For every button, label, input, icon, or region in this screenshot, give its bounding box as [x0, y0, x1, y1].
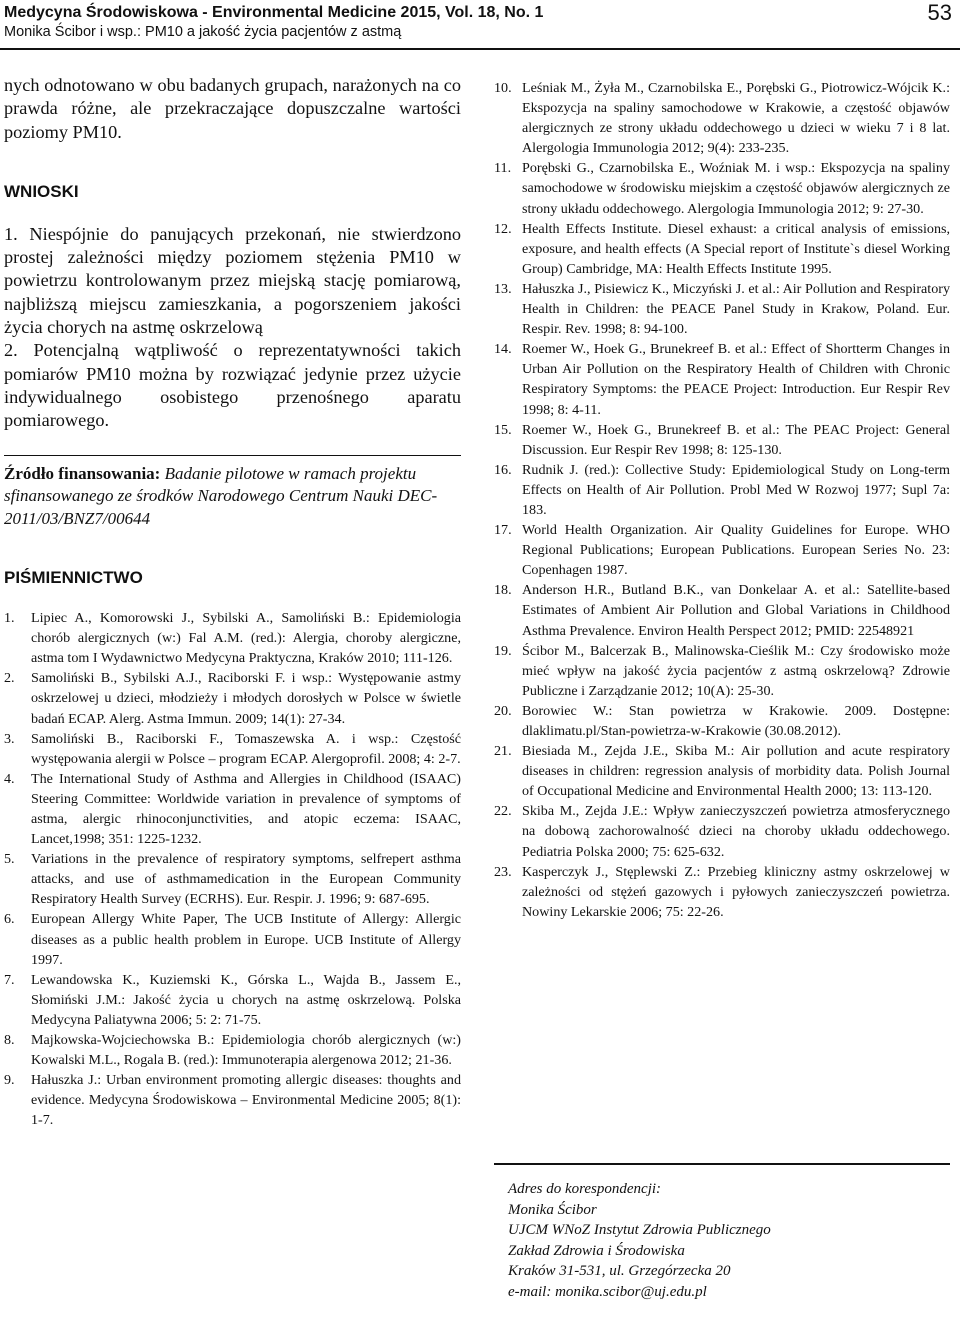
reference-item — [494, 420, 950, 460]
reference-text: Skiba M., Zejda J.E.: Wpływ zanieczyszczeń powietrza atmosferycznego na dobową zachorowalność dzieci na choroby układu oddechowego. Pediatria Polska 2000; 75: 625-632. — [522, 803, 950, 860]
reference-item — [4, 608, 461, 668]
reference-item — [4, 769, 461, 849]
reference-number: 8. — [4, 1032, 15, 1049]
reference-item — [494, 520, 950, 580]
reference-number: 20. — [494, 702, 512, 719]
reference-item — [4, 909, 461, 969]
reference-item — [494, 78, 950, 158]
correspondence-address — [508, 1179, 771, 1302]
reference-item — [4, 668, 461, 728]
reference-number: 10. — [494, 80, 512, 96]
reference-item — [494, 701, 950, 741]
reference-number: 5. — [4, 851, 15, 868]
reference-number: 21. — [494, 743, 512, 760]
reference-number: 3. — [4, 730, 15, 747]
reference-item — [4, 970, 461, 1030]
page-header — [0, 0, 960, 50]
reference-text: Samoliński B., Sybilski A.J., Raciborski F. i wsp.: Występowanie astmy oskrzelowej u dzieci, młodzieży i młodych dorosłych w Polsce w świetle badań ECAP. Alerg. Astma Immun. 2009; 14(1): 27-34. — [31, 670, 461, 727]
reference-text: European Allergy White Paper, The UCB Institute of Allergy: Allergic diseases as a public health problem in Europe. UCB Institute of Allergy 1997. — [31, 911, 461, 968]
reference-item — [494, 862, 950, 922]
reference-item — [494, 460, 950, 520]
reference-text: Biesiada M., Zejda J.E., Skiba M.: Air pollution and acute respiratory diseases in children: regression analysis of morbidity data. Polish Journal of Occupational Medicine and Environmental Health 2000; 13: 113-120. — [522, 743, 950, 800]
reference-item — [4, 1070, 461, 1130]
reference-text: Roemer W., Hoek G., Brunekreef B. et al.: Effect of Shortterm Changes in Urban Air Pollution on the Respiratory Health of Children with Chronic Respiratory Symptoms: the PEACE Project: Introduction. Eur Respir Rev 1998; 8: 4-11. — [522, 341, 950, 418]
reference-item — [494, 158, 950, 218]
conclusion-2: 2. Potencjalną wątpliwość o reprezentatywności takich pomiarów PM10 można by rozwiązać jedynie przez użycie indywidualnego osobistego przenośnego aparatu pomiarowego. — [4, 340, 461, 431]
intro-paragraph: nych odnotowano w obu badanych grupach, narażonych na co prawda różne, ale przekraczające dopuszczalne wartości poziomy PM10. — [4, 75, 461, 142]
reference-number: 7. — [4, 971, 15, 988]
reference-text: The International Study of Asthma and Allergies in Childhood (ISAAC) Steering Committee: Worldwide variation in prevalence of symptoms of astma, alergic rhinoconjunctivities, and atopic eczema: ISAAC, Lancet,1998; 351: 1225-1232. — [31, 770, 461, 848]
references-heading: PIŚMIENNICTWO — [4, 568, 143, 588]
reference-item — [4, 729, 461, 769]
right-column — [494, 78, 950, 922]
running-head: Monika Ścibor i wsp.: PM10 a jakość życia pacjentów z astmą — [4, 24, 402, 40]
references-list-right — [494, 78, 950, 922]
reference-number: 15. — [494, 421, 512, 438]
reference-number: 14. — [494, 341, 512, 358]
reference-text: Anderson H.R., Butland B.K., van Donkelaar A. et al.: Satellite-based Estimates of Ambient Air Pollution and Global Variations in Childhood Asthma Prevalence. Environ Health Perspect 2012; PMID: 22548921 — [522, 582, 950, 639]
reference-text: Lipiec A., Komorowski J., Sybilski A., Samoliński B.: Epidemiologia chorób alergicznych (w:) Fal A.M. (red.): Alergia, choroby alergiczne, astma tom I Wydawnictwo Medycyna Praktyczna, Kraków 2010; 111-126. — [31, 610, 461, 667]
reference-number: 18. — [494, 582, 512, 599]
reference-number: 22. — [494, 803, 512, 820]
reference-number: 19. — [494, 642, 512, 659]
reference-item — [494, 580, 950, 640]
reference-text: Lewandowska K., Kuziemski K., Górska L., Wajda B., Jassem E., Słomiński J.M.: Jakość życia u chorych na astmę oskrzelową. Polska Medycyna Paliatywna 2006; 5: 2: 71-75. — [31, 971, 461, 1028]
correspondence-email: e-mail: monika.scibor@uj.edu.pl — [508, 1283, 707, 1300]
reference-text: Rudnik J. (red.): Collective Study: Epidemiological Study on Long-term Effects on Health of Air Pollution. Probl Med W Rozwoj 1977; Supl 7a: 183. — [522, 461, 950, 518]
header-rule — [0, 48, 960, 50]
reference-number: 16. — [494, 461, 512, 478]
page-number: 53 — [927, 0, 952, 25]
reference-item — [494, 279, 950, 339]
reference-number: 1. — [4, 610, 15, 627]
references-list-left — [4, 608, 461, 1130]
reference-item — [494, 641, 950, 701]
reference-item — [494, 801, 950, 861]
reference-text: Kasperczyk J., Stęplewski Z.: Przebieg kliniczny astmy oskrzelowej w zależności od stężeń gazowych i pyłowych zanieczyszczeń powietrza. Nowiny Lekarskie 2006; 75: 22-26. — [522, 863, 950, 920]
reference-text: Hałuszka J.: Urban environment promoting allergic diseases: thoughts and evidence. Medycyna Środowiskowa – Environmental Medicine 2005; 8(1): 1-7. — [31, 1072, 461, 1129]
reference-text: Hałuszka J., Pisiewicz K., Miczyński J. et al.: Air Pollution and Respiratory Health in Children: the PEACE Panel Study in Krakow, Poland. Eur. Respir. Rev. 1998; 8: 94-100. — [522, 280, 950, 338]
reference-number: 4. — [4, 770, 15, 787]
correspondence-name: Monika Ścibor — [508, 1201, 597, 1218]
conclusion-1: 1. Niespójnie do panujących przekonań, nie stwierdzono prostej zależności między poziomem stężenia PM10 w powietrzu kontrolowanym przez miejską stację pomiarową, najbliższą miejscu zamieszkania, a pogorszeniem jakości życia chorych na astmę oskrzelową — [4, 223, 461, 338]
funding-note — [4, 463, 461, 531]
reference-number: 9. — [4, 1072, 15, 1089]
reference-item — [4, 1030, 461, 1070]
conclusions-heading: WNIOSKI — [4, 181, 79, 201]
reference-text: Roemer W., Hoek G., Brunekreef B. et al.: The PEAC Project: General Discussion. Eur Respir Rev 1998; 8: 125-130. — [522, 421, 950, 458]
reference-number: 23. — [494, 863, 512, 880]
reference-number: 2. — [4, 670, 15, 687]
correspondence-street: Kraków 31-531, ul. Grzegórzecka 20 — [508, 1263, 731, 1279]
correspondence-label: Adres do korespondencji: — [508, 1181, 662, 1197]
journal-title: Medycyna Środowiskowa - Environmental Medicine 2015, Vol. 18, No. 1 — [4, 4, 544, 21]
reference-item — [494, 219, 950, 279]
correspondence-department: Zakład Zdrowia i Środowiska — [508, 1242, 685, 1259]
reference-text: World Health Organization. Air Quality Guidelines for Europe. WHO Regional Publications; European Publications. European Series No. 23: Copenhagen 1987. — [522, 522, 950, 579]
reference-number: 6. — [4, 911, 15, 928]
reference-text: Majkowska-Wojciechowska B.: Epidemiologia chorób alergicznych (w:) Kowalski M.L., Rogala B. (red.): Immunoterapia alergenowa 2012; 21-36. — [31, 1032, 461, 1069]
reference-number: 11. — [494, 160, 512, 177]
funding-label: Źródło finansowania: — [4, 463, 161, 483]
reference-text: Variations in the prevalence of respiratory symptoms, selfrepert asthma attacks, and use of asthmamedication in the European Community Respiratory Health Survey (ECRHS). Eur. Respir. J. 1996; 9: 687-695. — [31, 851, 461, 908]
reference-text: Porębski G., Czarnobilska E., Woźniak M. i wsp.: Ekspozycja na spaliny samochodowe w środowisku miejskim a częstość objawów alergicznych ze strony układu oddechowego. Alergologia Immunologia 2012; 9: 27-30. — [522, 160, 950, 217]
reference-item — [4, 849, 461, 909]
reference-item — [494, 741, 950, 801]
reference-text: Borowiec W.: Stan powietrza w Krakowie. 2009. Dostępne: dlaklimatu.pl/Stan-powietrza-w-Krakowie (30.08.2012). — [522, 702, 950, 739]
reference-text: Leśniak M., Żyła M., Czarnobilska E., Porębski G., Piotrowicz-Wójcik K.: Ekspozycja na spaliny samochodowe w Krakowie, a częstość objawów alergicznych ze strony układu oddechowego u dzieci w wieku 7 i 8 lat. Alergologia Immunologia 2012; 9(4): 233-235. — [522, 80, 950, 157]
reference-number: 17. — [494, 522, 512, 539]
correspondence-institution: UJCM WNoZ Instytut Zdrowia Publicznego — [508, 1222, 771, 1238]
reference-item — [494, 339, 950, 419]
reference-number: 13. — [494, 280, 512, 297]
reference-number: 12. — [494, 220, 512, 237]
left-column — [4, 74, 461, 1131]
correspondence-box — [494, 1163, 950, 1325]
reference-text: Ścibor M., Balcerzak B., Malinowska-Cieślik M.: Czy środowisko może mieć wpływ na jakość życia pacjentów z astmą oskrzelową? Zdrowie Publiczne i Zarządzanie 2012; 10(A): 25-30. — [522, 642, 950, 699]
reference-text: Health Effects Institute. Diesel exhaust: a critical analysis of emissions, exposure, and health effects (A Special report of Institute`s diesel Working Group) Cambridge, MA: Health Effects Institute 1995. — [522, 220, 950, 277]
reference-text: Samoliński B., Raciborski F., Tomaszewska A. i wsp.: Częstość występowania alergii w Polsce – program ECAP. Alergoprofil. 2008; 4: 2-7. — [31, 730, 461, 767]
funding-text: Badanie pilotowe w ramach projektu sfinansowanego ze środków Narodowego Centrum Nauki DEC-2011/03/BNZ7/00644 — [4, 463, 438, 528]
